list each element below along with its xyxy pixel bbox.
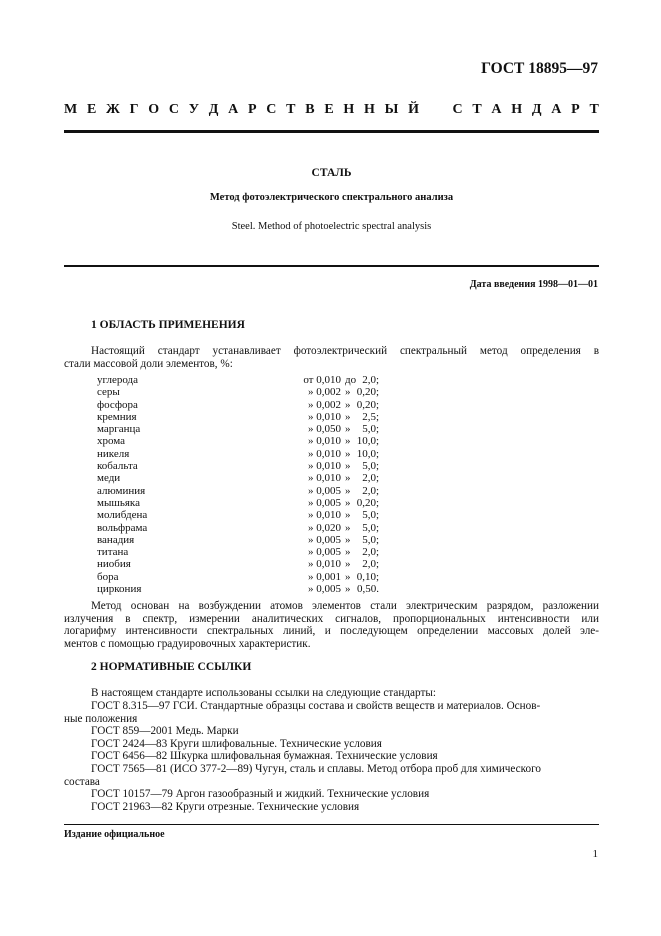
element-min: » 0,010: [308, 410, 341, 423]
element-name: кобальта: [97, 460, 138, 473]
reference-item: ГОСТ 7565—81 (ИСО 377-2—89) Чугун, сталь и сплавы. Метод отбора проб для химического: [91, 762, 542, 775]
header-rule: [64, 130, 599, 133]
element-max: 2,0;: [362, 546, 379, 559]
element-name: кремния: [97, 410, 137, 423]
reference-item: ГОСТ 21963—82 Круги отрезные. Технические условия: [91, 800, 360, 813]
section-2-intro: В настоящем стандарте использованы ссылки на следующие стандарты:: [91, 687, 436, 699]
reference-item: ГОСТ 10157—79 Аргон газообразный и жидкий. Технические условия: [91, 788, 430, 801]
section-1-heading: 1 ОБЛАСТЬ ПРИМЕНЕНИЯ: [91, 319, 245, 331]
banner-letter: Р: [248, 102, 257, 117]
reference-list: [64, 700, 599, 813]
element-to: »: [345, 398, 351, 411]
element-min: » 0,010: [308, 447, 341, 460]
element-min: » 0,005: [308, 484, 341, 497]
element-max: 0,50.: [357, 583, 379, 596]
banner-letter: А: [491, 102, 502, 117]
reference-item: ГОСТ 859—2001 Медь. Марки: [91, 725, 239, 738]
element-max: 2,5;: [362, 410, 379, 423]
banner-letter: Н: [364, 102, 375, 117]
element-min: » 0,010: [308, 460, 341, 473]
document-title: СТАЛЬ: [311, 167, 352, 179]
element-to: »: [345, 410, 351, 423]
element-min: » 0,005: [308, 583, 341, 596]
banner-letter: А: [228, 102, 239, 117]
banner-letter: Е: [86, 102, 97, 117]
element-to: »: [345, 570, 351, 583]
element-min: » 0,010: [308, 472, 341, 485]
element-to: »: [345, 509, 351, 522]
element-min: » 0,010: [308, 509, 341, 522]
element-to: »: [345, 583, 351, 596]
element-max: 2,0;: [362, 558, 379, 571]
banner-letter: С: [168, 102, 180, 117]
banner-letter: Т: [472, 102, 482, 117]
element-min: » 0,050: [308, 423, 341, 436]
banner-letter: С: [452, 102, 463, 117]
banner-letter: [429, 102, 443, 118]
element-to: »: [345, 386, 351, 399]
element-max: 0,20;: [356, 496, 379, 509]
method-line: ментов с помощью градуировочных характеристик.: [64, 637, 311, 650]
element-name: фосфора: [97, 398, 138, 411]
element-to: »: [345, 546, 351, 559]
element-min: » 0,005: [308, 546, 341, 559]
element-name: вольфрама: [97, 521, 148, 534]
banner-letter: М: [64, 102, 78, 117]
element-name: марганца: [97, 423, 141, 436]
method-line: излучения в спектр, измерении аналитических сигналов, пропорциональных интенсивности или: [64, 612, 599, 625]
element-name: серы: [97, 386, 120, 399]
element-min: » 0,005: [308, 533, 341, 546]
element-name: титана: [97, 546, 129, 559]
element-min: » 0,020: [308, 521, 341, 534]
banner-letter: Н: [343, 102, 355, 117]
banner-letter: Т: [589, 102, 599, 117]
element-to: »: [345, 460, 351, 473]
reference-item-continuation: ные положения: [64, 712, 138, 725]
element-max: 2,0;: [362, 374, 379, 386]
element-max: 5,0;: [362, 460, 379, 473]
method-line: Метод основан на возбуждении атомов элементов стали электрическим разрядом, разложении: [91, 600, 599, 612]
interstate-standard-banner: [64, 102, 599, 118]
element-min: » 0,010: [308, 558, 341, 571]
reference-item: ГОСТ 6456—82 Шкурка шлифовальная бумажная. Технические условия: [91, 750, 438, 763]
element-name: хрома: [97, 435, 126, 448]
element-name: меди: [97, 472, 121, 485]
section-2-heading: 2 НОРМАТИВНЫЕ ССЫЛКИ: [91, 661, 252, 673]
element-to: »: [345, 423, 351, 436]
element-min: » 0,005: [308, 496, 341, 509]
element-name: алюминия: [97, 484, 146, 497]
element-to: до: [345, 374, 357, 386]
banner-letter: Т: [286, 102, 296, 117]
footer-rule: [64, 824, 599, 825]
banner-letter: Г: [129, 102, 139, 117]
reference-item-continuation: состава: [64, 775, 100, 788]
element-to: »: [345, 484, 351, 497]
element-max: 5,0;: [362, 533, 379, 546]
banner-letter: Ж: [106, 102, 120, 117]
element-name: циркония: [97, 583, 142, 596]
element-max: 5,0;: [362, 509, 379, 522]
edition-note: Издание официальное: [64, 829, 165, 840]
element-max: 0,20;: [356, 386, 379, 399]
reference-item: ГОСТ 2424—83 Круги шлифовальные. Технические условия: [91, 737, 382, 750]
element-min: » 0,002: [308, 386, 341, 399]
element-min: » 0,001: [308, 570, 341, 583]
banner-letter: Н: [511, 102, 523, 117]
document-subtitle-english: Steel. Method of photoelectric spectral analysis: [231, 221, 432, 232]
element-to: »: [345, 521, 351, 534]
document-subtitle: Метод фотоэлектрического спектрального анализа: [209, 192, 454, 203]
element-max: 5,0;: [362, 423, 379, 436]
element-name: молибдена: [97, 509, 148, 522]
banner-letter: Д: [531, 102, 542, 117]
element-name: углерода: [97, 374, 138, 386]
banner-letter: С: [266, 102, 277, 117]
banner-letter: Й: [408, 102, 420, 117]
element-max: 0,20;: [356, 398, 379, 411]
section-1-intro-line: стали массовой доли элементов, %:: [64, 357, 233, 370]
method-paragraph: [64, 600, 599, 650]
element-to: »: [345, 533, 351, 546]
reference-item: ГОСТ 8.315—97 ГСИ. Стандартные образцы состава и свойств веществ и материалов. Основ-: [91, 700, 541, 712]
element-max: 2,0;: [362, 472, 379, 485]
method-line: логарифму интенсивности спектральных линий, и последующем определении массовых долей эле-: [64, 625, 599, 638]
element-min: от 0,010: [303, 374, 341, 386]
element-name: бора: [97, 570, 119, 583]
introduction-date: Дата введения 1998—01—01: [469, 279, 598, 290]
banner-letter: О: [148, 102, 160, 117]
element-name: мышьяка: [97, 496, 140, 509]
section-1-intro-line: Настоящий стандарт устанавливает фотоэлектрический спектральный метод определения в: [91, 345, 599, 357]
element-min: » 0,010: [308, 435, 341, 448]
element-to: »: [345, 558, 351, 571]
section-1-intro: [64, 345, 599, 370]
element-to: »: [345, 447, 351, 460]
element-name: никеля: [97, 447, 130, 460]
element-max: 5,0;: [362, 521, 379, 534]
banner-letter: Р: [571, 102, 580, 117]
element-max: 2,0;: [362, 484, 379, 497]
element-to: »: [345, 496, 351, 509]
banner-letter: Ы: [384, 102, 399, 117]
banner-letter: А: [551, 102, 562, 117]
element-to: »: [345, 472, 351, 485]
banner-letter: Д: [208, 102, 219, 117]
element-min: » 0,002: [308, 398, 341, 411]
element-max: 0,10;: [356, 570, 379, 583]
element-name: ниобия: [97, 558, 131, 571]
banner-letter: В: [305, 102, 315, 117]
page-number: 1: [592, 848, 598, 860]
banner-letter: Е: [324, 102, 334, 117]
element-to: »: [345, 435, 351, 448]
element-max: 10,0;: [356, 447, 379, 460]
element-name: ванадия: [97, 533, 135, 546]
title-rule: [64, 265, 599, 267]
element-max: 10,0;: [356, 435, 379, 448]
banner-letter: У: [188, 102, 200, 117]
document-number: ГОСТ 18895—97: [481, 60, 598, 77]
